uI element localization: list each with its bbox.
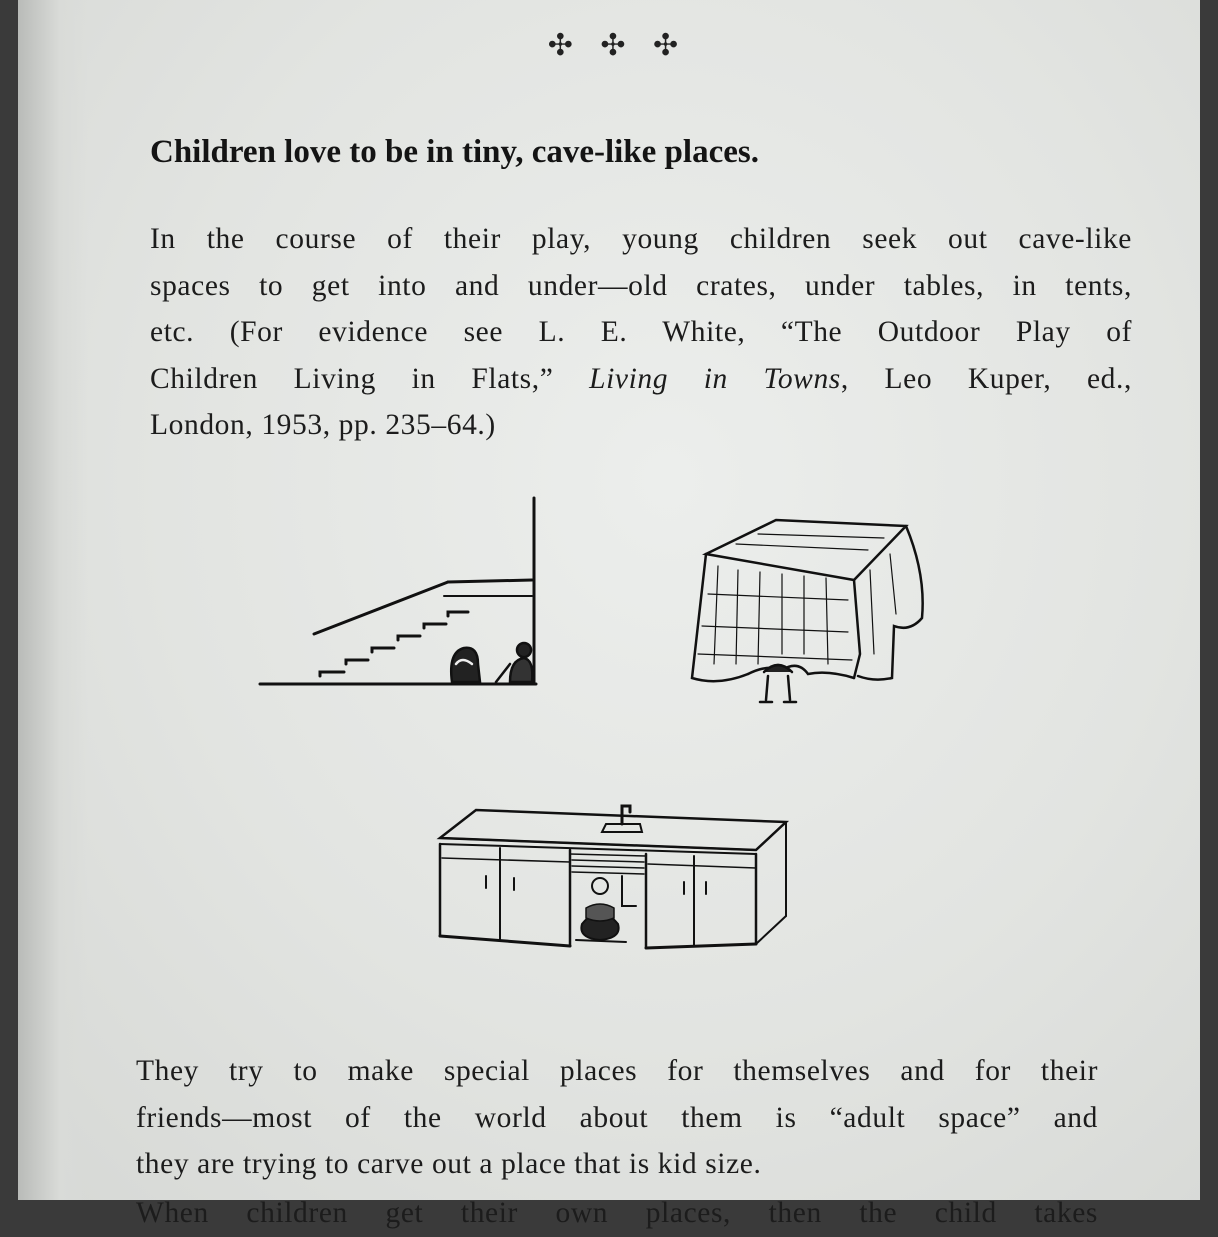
- text-line: friends—most of the world about them is “adult space” and: [136, 1101, 1098, 1134]
- paragraph-3: [96, 1190, 1098, 1237]
- text-line-with-citation: [110, 356, 1132, 403]
- citation-text: Children Living in Flats,”: [150, 362, 554, 395]
- text-line: In the course of their play, young children seek out cave-like: [150, 223, 1132, 255]
- book-page: [18, 0, 1200, 1229]
- text-line: London, 1953, pp. 235–64.): [150, 409, 496, 441]
- book-title: Living in Towns: [589, 362, 841, 395]
- citation-text: , Leo Kuper, ed.,: [840, 362, 1132, 395]
- text-line: etc. (For evidence see L. E. White, “The Outdoor Play of: [150, 316, 1132, 348]
- kitchen-counter-illustration: [426, 796, 786, 966]
- text-line: They try to make special places for themselves and for their: [136, 1055, 1098, 1087]
- section-ornament: ✣ ✣ ✣: [547, 29, 689, 62]
- stairs-nook-illustration: [248, 492, 548, 702]
- draped-table-illustration: [678, 514, 938, 714]
- page-edge-shadow: [18, 0, 88, 1200]
- paragraph-1: [110, 216, 1132, 449]
- text-line: spaces to get into and under—old crates, under tables, in tents,: [150, 269, 1132, 302]
- paragraph-2: [96, 1048, 1098, 1188]
- text-line: they are trying to carve out a place that is kid size.: [136, 1148, 762, 1180]
- text-line: When children get their own places, then the child takes: [136, 1197, 1098, 1229]
- section-heading: Children love to be in tiny, cave-like places.: [150, 134, 759, 170]
